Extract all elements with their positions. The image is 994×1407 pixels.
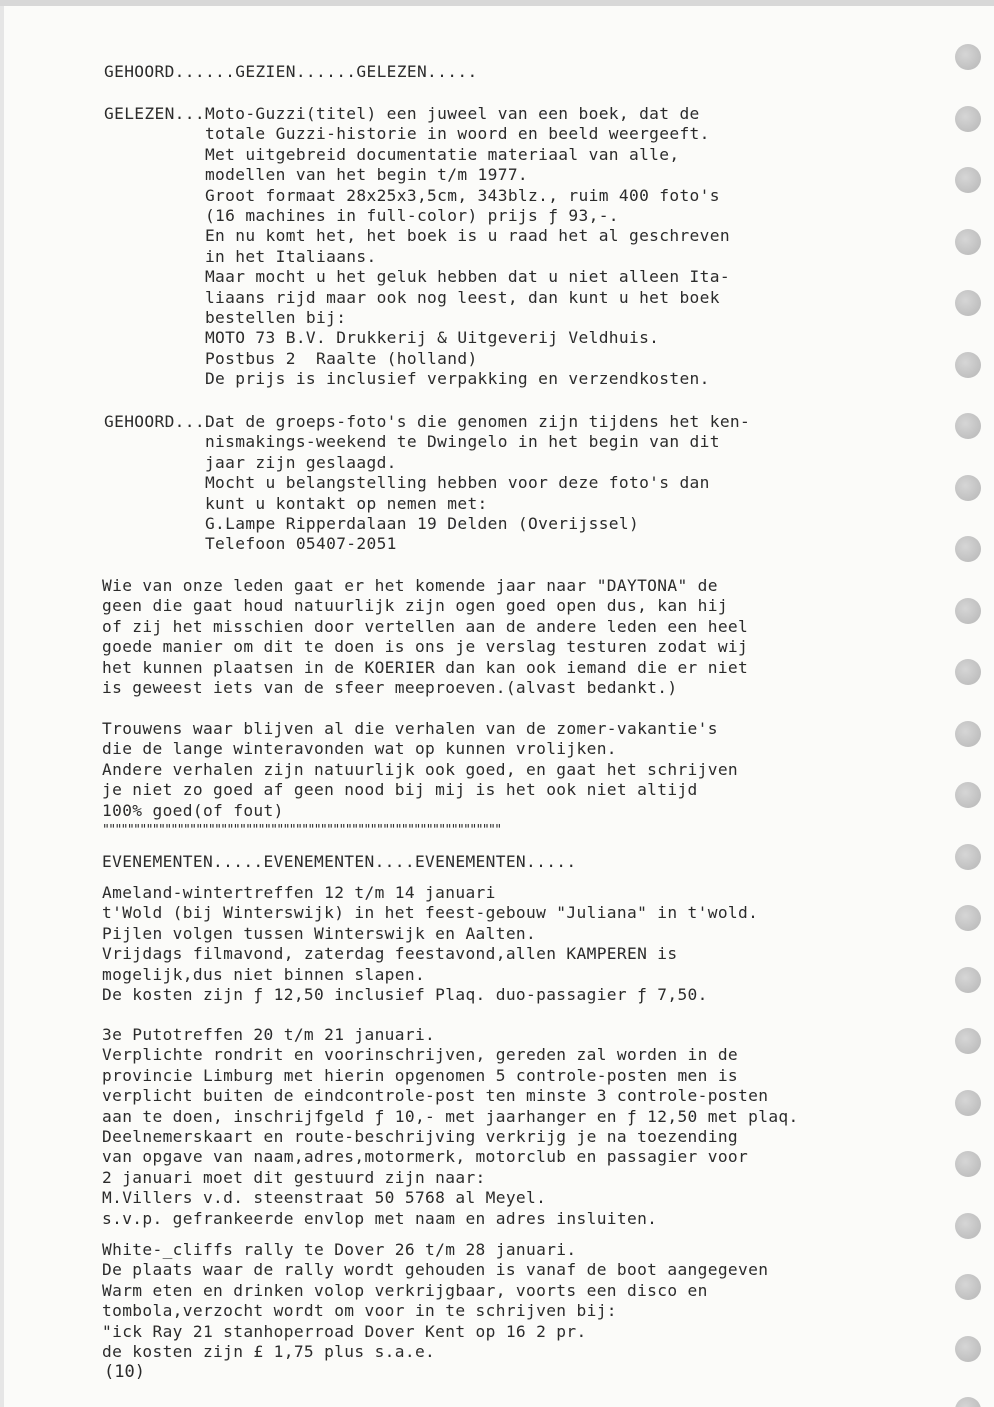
gehoord-line: jaar zijn geslaagd.	[104, 452, 397, 472]
putotreffen-line: aan te doen, inschrijfgeld ƒ 10,- met jaarhanger en ƒ 12,50 met plaq.	[102, 1106, 799, 1126]
putotreffen-line: Deelnemerskaart en route-beschrijving verkrijg je na toezending	[102, 1127, 739, 1146]
gehoord-line: nismakings-weekend te Dwingelo in het begin van dit	[104, 432, 720, 452]
ameland-line: De kosten zijn ƒ 12,50 inclusief Plaq. duo-passagier ƒ 7,50.	[102, 985, 708, 1004]
ameland-line: t'Wold (bij Winterswijk) in het feest-gebouw "Juliana" in t'wold.	[102, 903, 759, 923]
binder-hole	[955, 229, 981, 255]
ameland-line: Pijlen volgen tussen Winterswijk en Aalten.	[102, 923, 537, 943]
gelezen-line: Maar mocht u het geluk hebben dat u niet alleen Ita-	[104, 267, 730, 287]
daytona-line: is geweest iets van de sfeer meeproeven.(alvast bedankt.)	[102, 678, 678, 697]
vakantie-line: Andere verhalen zijn natuurlijk ook goed, en gaat het schrijven	[102, 759, 739, 779]
binder-hole	[955, 659, 981, 685]
white-cliffs-line: White-_cliffs rally te Dover 26 t/m 28 januari.	[102, 1240, 577, 1259]
gelezen-line: in het Italiaans.	[104, 246, 377, 266]
gehoord-line: Telefoon 05407-2051	[104, 534, 397, 554]
daytona-line: Wie van onze leden gaat er het komende jaar naar "DAYTONA" de	[102, 576, 718, 595]
binder-hole	[955, 598, 981, 624]
putotreffen-line: s.v.p. gefrankeerde envlop met naam en adres insluiten.	[102, 1208, 658, 1228]
binder-hole	[955, 1274, 981, 1300]
binder-hole	[955, 1028, 981, 1054]
vakantie-line: 100% goed(of fout)	[102, 800, 284, 820]
gelezen-line: MOTO 73 B.V. Drukkerij & Uitgeverij Veldhuis.	[104, 328, 660, 348]
evenementen-header-line: EVENEMENTEN.....EVENEMENTEN....EVENEMENTEN.....	[102, 852, 577, 871]
binder-hole	[955, 1213, 981, 1239]
binder-hole	[955, 413, 981, 439]
putotreffen-line: 2 januari moet dit gestuurd zijn naar:	[102, 1167, 486, 1187]
binder-holes	[955, 0, 994, 1407]
gelezen-line: (16 machines in full-color) prijs ƒ 93,-.	[104, 206, 619, 225]
ameland-line: Ameland-wintertreffen 12 t/m 14 januari	[102, 883, 496, 902]
white-cliffs-line: Warm eten en drinken volop verkrijgbaar, voorts een disco en	[102, 1280, 708, 1300]
gelezen-line: Met uitgebreid documentatie materiaal van alle,	[104, 144, 680, 164]
gelezen-line: En nu komt het, het boek is u raad het al geschreven	[104, 226, 730, 246]
ameland-line: Vrijdags filmavond, zaterdag feestavond,allen KAMPEREN is	[102, 944, 678, 964]
gelezen-line: De prijs is inclusief verpakking en verzendkosten.	[104, 369, 710, 389]
page-number: (10)	[104, 1362, 145, 1382]
gehoord-line: GEHOORD...Dat de groeps-foto's die genomen zijn tijdens het ken-	[104, 412, 751, 431]
gelezen-line: totale Guzzi-historie in woord en beeld weergeeft.	[104, 124, 710, 144]
gelezen-line: liaans rijd maar ook nog leest, dan kunt u het boek	[104, 287, 720, 307]
putotreffen-line: van opgave van naam,adres,motormerk, motorclub en passagier voor	[102, 1147, 749, 1167]
gehoord-line: G.Lampe Ripperdalaan 19 Delden (Overijssel)	[104, 514, 640, 533]
putotreffen-line: provincie Limburg met hierin opgenomen 5 controle-posten men is	[102, 1065, 739, 1085]
binder-hole	[955, 290, 981, 316]
binder-hole	[955, 1397, 981, 1407]
putotreffen-line: verplicht buiten de eindcontrole-post ten minste 3 controle-posten	[102, 1086, 769, 1106]
gelezen-line: Groot formaat 28x25x3,5cm, 343blz., ruim 400 foto's	[104, 185, 720, 205]
ameland-line: mogelijk,dus niet binnen slapen.	[102, 964, 426, 984]
vakantie-line: """"""""""""""""""""""""""""""""""""""""""""""""""""""""""""""""	[102, 823, 501, 838]
daytona-line: geen die gaat houd natuurlijk zijn ogen goed open dus, kan hij	[102, 596, 728, 616]
gehoord-line: Mocht u belangstelling hebben voor deze foto's dan	[104, 473, 710, 493]
binder-hole	[955, 967, 981, 993]
binder-hole	[955, 536, 981, 562]
binder-hole	[955, 721, 981, 747]
vakantie-line: Trouwens waar blijven al die verhalen van de zomer-vakantie's	[102, 719, 718, 738]
putotreffen-line: M.Villers v.d. steenstraat 50 5768 al Meyel.	[102, 1188, 547, 1208]
binder-hole	[955, 475, 981, 501]
daytona-line: goede manier om dit te doen is ons je verslag testuren zodat wij	[102, 637, 749, 657]
binder-hole	[955, 1336, 981, 1362]
putotreffen-line: Verplichte rondrit en voorinschrijven, gereden zal worden in de	[102, 1045, 739, 1065]
gelezen-line: Postbus 2 Raalte (holland)	[104, 348, 478, 368]
binder-hole	[955, 782, 981, 808]
binder-hole	[955, 1151, 981, 1177]
putotreffen-line: 3e Putotreffen 20 t/m 21 januari.	[102, 1025, 436, 1044]
vakantie-line: je niet zo goed af geen nood bij mij is het ook niet altijd	[102, 780, 698, 800]
binder-hole	[955, 106, 981, 132]
binder-hole	[955, 844, 981, 870]
gehoord-line: kunt u kontakt op nemen met:	[104, 493, 488, 513]
binder-hole	[955, 44, 981, 70]
white-cliffs-line: de kosten zijn £ 1,75 plus s.a.e.	[102, 1342, 436, 1361]
white-cliffs-line: De plaats waar de rally wordt gehouden is vanaf de boot aangegeven	[102, 1260, 769, 1280]
gelezen-line: bestellen bij:	[104, 308, 347, 327]
binder-hole	[955, 167, 981, 193]
white-cliffs-line: tombola,verzocht wordt om voor in te schrijven bij:	[102, 1301, 617, 1321]
binder-hole	[955, 905, 981, 931]
white-cliffs-line: "ick Ray 21 stanhoperroad Dover Kent op 16 2 pr.	[102, 1321, 587, 1341]
page-header: GEHOORD......GEZIEN......GELEZEN.....	[104, 62, 478, 81]
binder-hole	[955, 1090, 981, 1116]
binder-hole	[955, 352, 981, 378]
daytona-line: het kunnen plaatsen in de KOERIER dan kan ook iemand die er niet	[102, 657, 749, 677]
gelezen-line: modellen van het begin t/m 1977.	[104, 165, 529, 185]
daytona-line: of zij het misschien door vertellen aan de andere leden een heel	[102, 616, 749, 636]
gelezen-line: GELEZEN...Moto-Guzzi(titel) een juweel van een boek, dat de	[104, 104, 700, 123]
vakantie-line: die de lange winteravonden wat op kunnen vrolijken.	[102, 739, 617, 759]
